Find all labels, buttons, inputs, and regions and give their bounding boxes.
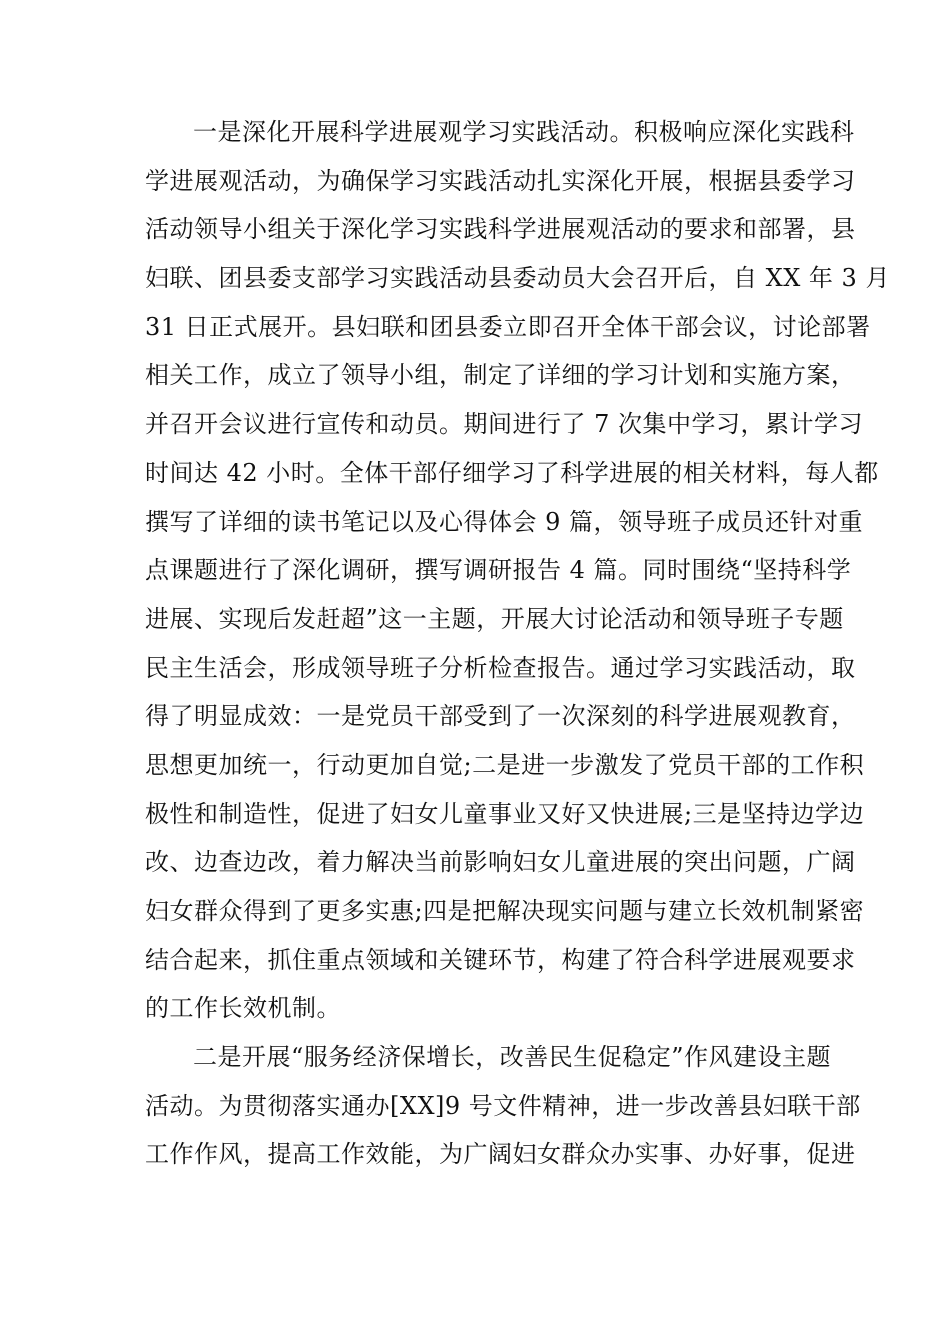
- text-line: 改、边查边改，着力解决当前影响妇女儿童进展的突出问题，广阔: [145, 848, 856, 877]
- text-line: 撰写了详细的读书笔记以及心得体会 9 篇，领导班子成员还针对重: [145, 507, 864, 536]
- text-line: 思想更加统一，行动更加自觉;二是进一步激发了党员干部的工作积: [145, 750, 865, 779]
- text-line: 工作作风，提高工作效能，为广阔妇女群众办实事、办好事，促进: [145, 1140, 856, 1169]
- text-line: 妇联、团县委支部学习实践活动县委动员大会召开后，自 XX 年 3 月: [145, 264, 890, 293]
- text-line: 二是开展“服务经济保增长，改善民生促稳定”作风建设主题: [193, 1043, 832, 1072]
- text-line: 时间达 42 小时。全体干部仔细学习了科学进展的相关材料，每人都: [145, 458, 879, 487]
- paragraph-1: [145, 108, 890, 1033]
- text-line: 妇女群众得到了更多实惠;四是把解决现实问题与建立长效机制紧密: [145, 897, 865, 925]
- text-line: 31 日正式展开。县妇联和团县委立即召开全体干部会议，讨论部署: [145, 312, 871, 341]
- text-line: 进展、实现后发赶超”这一主题，开展大讨论活动和领导班子专题: [145, 604, 844, 633]
- text-line: 并召开会议进行宣传和动员。期间进行了 7 次集中学习，累计学习: [145, 410, 864, 439]
- text-line: 活动领导小组关于深化学习实践科学进展观活动的要求和部署，县: [145, 215, 856, 244]
- text-line: 民主生活会，形成领导班子分析检查报告。通过学习实践活动，取: [145, 653, 856, 682]
- text-line: 学进展观活动，为确保学习实践活动扎实深化开展，根据县委学习: [145, 166, 856, 195]
- text-line: 的工作长效机制。: [145, 994, 341, 1023]
- text-line: 相关工作，成立了领导小组，制定了详细的学习计划和实施方案，: [145, 361, 856, 390]
- paragraph-2: [145, 1033, 861, 1179]
- text-line: 活动。为贯彻落实通办[XX]9 号文件精神，进一步改善县妇联干部: [145, 1091, 861, 1120]
- text-line: 极性和制造性，促进了妇女儿童事业又好又快进展;三是坚持边学边: [145, 799, 865, 828]
- document-body: [145, 108, 890, 1179]
- text-line: 得了明显成效：一是党员干部受到了一次深刻的科学进展观教育，: [145, 702, 856, 731]
- text-line: 点课题进行了深化调研，撰写调研报告 4 篇。同时围绕“坚持科学: [145, 556, 852, 585]
- text-line: 一是深化开展科学进展观学习实践活动。积极响应深化实践科: [193, 118, 855, 146]
- text-line: 结合起来，抓住重点领域和关键环节，构建了符合科学进展观要求: [145, 945, 856, 974]
